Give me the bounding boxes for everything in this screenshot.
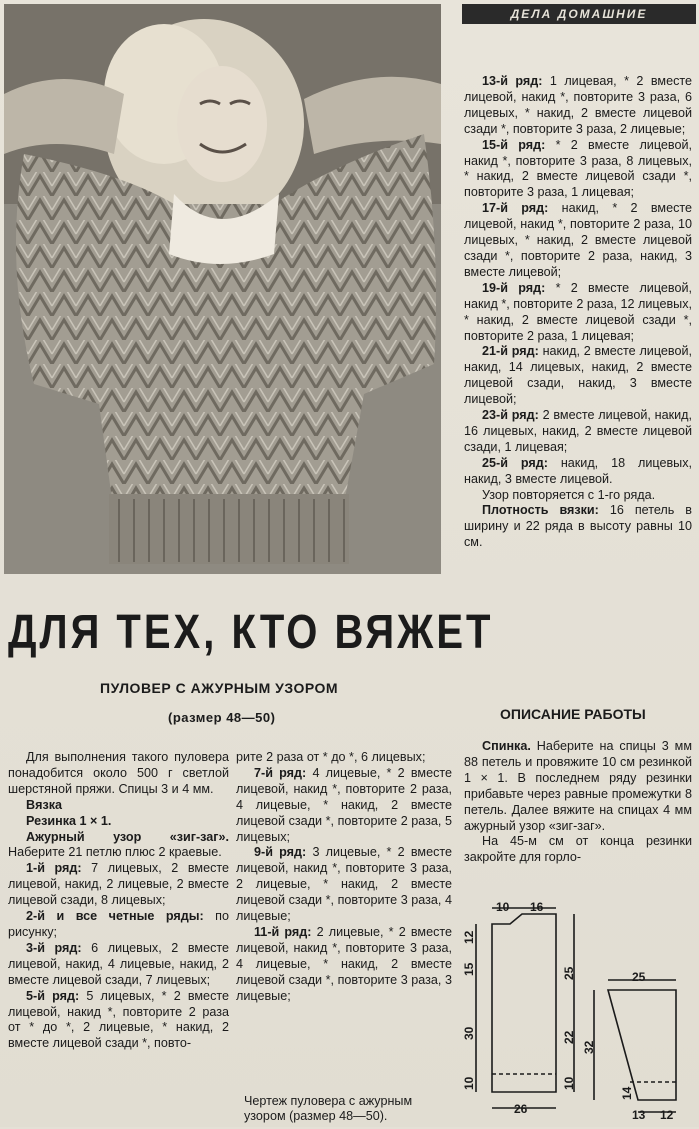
paragraph-text: На 45-м см от конца резинки закройте для горло- [464,834,692,865]
work-description-title: ОПИСАНИЕ РАБОТЫ [500,706,646,722]
paragraph-lead: Спинка. [482,739,531,753]
dim-label: 22 [562,1030,576,1044]
paragraph [464,834,692,866]
paragraph-text: 16 петель в ширину и 22 ряда в высоту равны 10 см. [464,503,692,550]
dim-label: 12 [660,1108,674,1122]
section-rubric: ДЕЛА ДОМАШНИЕ [462,4,696,24]
dim-label: 14 [620,1086,634,1100]
paragraph-text: * 2 вместе лицевой, накид *, повторите 3 раза, 8 лицевых, * накид, 2 вместе лицевой сзади *, повторите 3 раза, 1 лицевая; [464,137,692,200]
dim-label: 26 [514,1102,528,1116]
paragraph-text: накид, * 2 вместе лицевой, накид *, повторите 2 раза, 10 лицевых, * накид, 2 вместе лицевой сзади *, повторите 2 раза, накид, 3 вместе лицевой; [464,201,692,279]
paragraph-text: по рисунку; [8,909,229,939]
paragraph-lead: Вязка [26,797,63,812]
instructions-column-b [236,750,452,1005]
paragraph-lead: 11-й ряд: [254,924,312,939]
dim-label: 10 [496,900,510,914]
paragraph [464,74,692,138]
paragraph [8,989,229,1053]
pattern-diagram [462,900,698,1124]
dim-label: 32 [582,1040,596,1054]
paragraph [464,488,692,504]
paragraph-lead: 1-й ряд: [26,861,82,876]
paragraph-text: 2 лицевые, * 2 вместе лицевой, накид *, повторите 3 раза, 4 лицевые, * накид, 2 вместе лицевой сзади *, повторите 3 раза, 3 лицевые; [236,924,452,1003]
dim-label: 25 [562,966,576,980]
paragraph-text: 4 лицевые, * 2 вместе лицевой, накид *, повторите 2 раза, 4 лицевые, * накид, 2 вместе лицевой сзади *, повторите 2 раза, 5 лицевых; [236,765,453,844]
paragraph-text: 3 лицевые, * 2 вместе лицевой, накид *, повторите 3 раза, 2 лицевые, * накид, 2 вместе лицевой сзади *, повторите 3 раза, 4 лицевые; [236,845,453,924]
paragraph-lead: 7-й ряд: [254,765,307,780]
paragraph-text: Для выполнения такого пуловера понадобится около 500 г светлой шерстяной пряжи. Спицы 3 и 4 мм. [8,750,229,796]
paragraph [8,909,229,941]
paragraph [8,830,229,862]
pattern-rows-right-column [464,74,692,551]
paragraph [464,281,692,345]
dim-label: 30 [462,1026,476,1040]
paragraph-text: Наберите на спицы 3 мм 88 петель и провяжите 10 см резинкой 1 × 1. В последнем ряду резинки прибавьте через равные промежутки 8 петель. Далее вяжите на спицах 4 мм ажурный узор «зиг-заг». [464,739,692,833]
paragraph [236,845,452,925]
body-outline [492,914,556,1092]
dim-label: 10 [562,1076,576,1090]
sweater-photo [4,4,441,574]
paragraph-lead: 13-й ряд: [482,74,543,88]
paragraph-lead: Резинка 1 × 1. [26,813,112,828]
paragraph [8,750,229,798]
paragraph [464,201,692,281]
paragraph-lead: 2-й и все четные ряды: [26,909,204,924]
paragraph [236,766,452,846]
paragraph-text: Узор повторяется с 1-го ряда. [482,487,656,502]
paragraph [464,344,692,408]
paragraph-lead: 17-й ряд: [482,201,549,216]
work-description-column [464,739,692,866]
paragraph-lead: Ажурный узор «зиг-заг». [26,829,229,844]
dim-label: 16 [530,900,544,914]
paragraph-lead: Плотность вязки: [482,503,599,518]
paragraph-text: 6 лицевых, 2 вместе лицевой, накид, 4 лицевые, накид, 2 вместе лицевой сзади, 7 лицевых; [8,940,230,987]
paragraph-lead: 19-й ряд: [482,280,546,295]
paragraph-lead: 15-й ряд: [482,137,546,152]
knitted-sweater-photo-icon [4,4,441,574]
paragraph [464,456,692,488]
paragraph [464,138,692,202]
garment-size: (размер 48—50) [168,710,276,725]
article-subtitle: ПУЛОВЕР С АЖУРНЫМ УЗОРОМ [100,680,339,696]
paragraph [8,941,229,989]
paragraph-lead: 23-й ряд: [482,408,539,423]
paragraph [8,814,229,830]
sleeve-outline [608,990,676,1100]
paragraph-text: 1 лицевая, * 2 вместе лицевой, накид *, повторите 3 раза, 6 лицевых, * накид, 2 вместе лицевой сзади *, повторите 3 раза, 2 лицевые; [464,74,693,136]
page-headline: ДЛЯ ТЕХ, КТО ВЯЖЕТ [8,606,494,659]
paragraph-text: Наберите 21 петлю плюс 2 краевые. [8,845,222,860]
paragraph [464,503,692,551]
paragraph-lead: 9-й ряд: [254,845,307,860]
paragraph-text: 5 лицевых, * 2 вместе лицевой, накид *, повторите 2 раза от * до *, 2 лицевые, * накид, 2 вместе лицевой сзади *, повто- [8,988,229,1051]
paragraph-text: накид, 2 вместе лицевой, накид, 14 лицевых, накид, 2 вместе лицевой сзади, накид, 3 вместе лицевой; [464,344,692,407]
paragraph-lead: 3-й ряд: [26,940,82,955]
paragraph-lead: 21-й ряд: [482,344,539,359]
paragraph [236,925,452,1005]
paragraph-text: * 2 вместе лицевой, накид *, повторите 2 раза, 12 лицевых, * накид, 2 вместе лицевой сзади *, повторите 2 раза, 1 лицевая; [464,280,692,343]
pattern-drawing [462,904,698,1124]
paragraph-text: 7 лицевых, 2 вместе лицевой, накид, 2 лицевые, 2 вместе лицевой сзади, 8 лицевых; [8,861,230,908]
paragraph-text: накид, 18 лицевых, накид, 3 вместе лицевой. [464,455,692,486]
paragraph-lead: 5-й ряд: [26,988,80,1003]
paragraph-lead: 25-й ряд: [482,455,548,470]
paragraph [236,750,452,766]
paragraph-text: 2 вместе лицевой, накид, 16 лицевых, накид, 2 вместе лицевой сзади, 1 лицевая; [464,408,692,454]
dim-label: 10 [462,1076,476,1090]
paragraph [464,739,692,834]
dim-label: 15 [462,962,476,976]
paragraph [464,408,692,456]
paragraph [8,798,229,814]
instructions-column-a [8,750,229,1052]
paragraph [8,861,229,909]
paragraph-text: рите 2 раза от * до *, 6 лицевых; [236,750,426,764]
dim-label: 13 [632,1108,646,1122]
dim-label: 25 [632,970,646,984]
diagram-caption: Чертеж пуловера с ажурным узором (размер 48—50). [244,1094,413,1123]
dim-label: 12 [462,930,476,944]
